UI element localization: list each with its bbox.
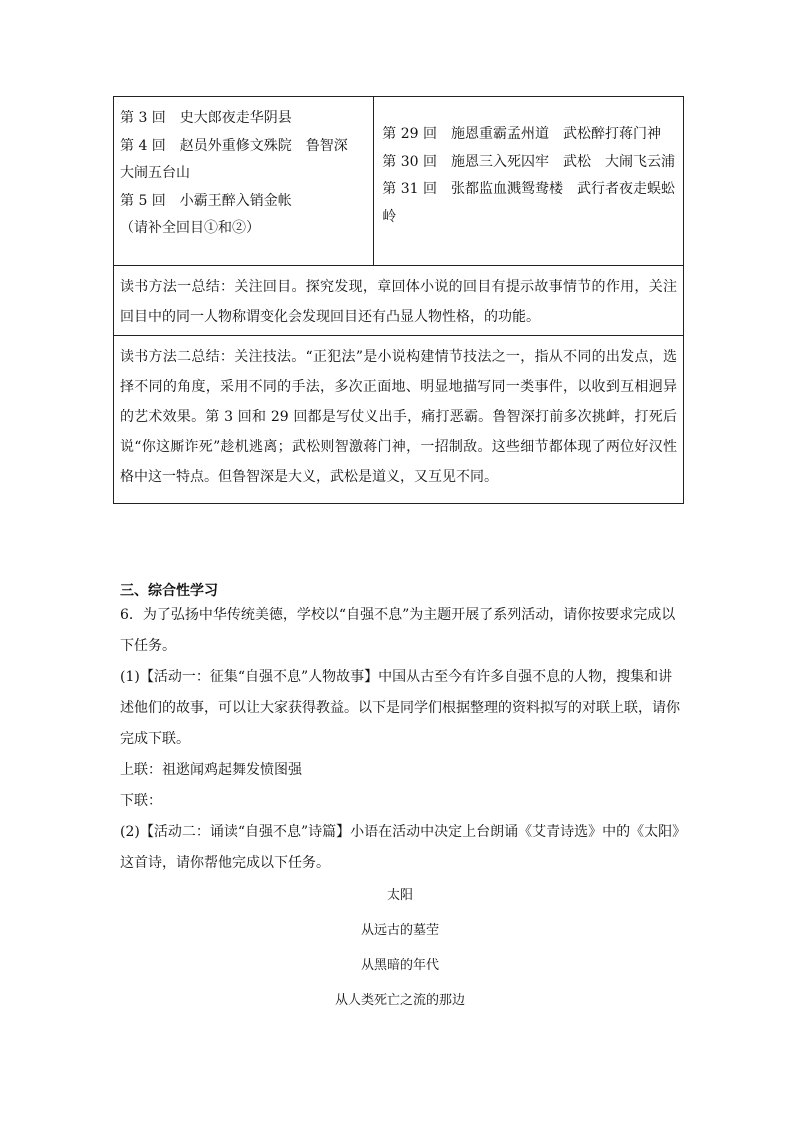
chapter-line: 第 5 回 小霸王醉入销金帐	[120, 192, 292, 209]
poem-line: 从人类死亡之流的那边	[334, 993, 465, 1008]
chapter-line: 第 4 回 赵员外重修文殊院 鲁智深 大闹五台山	[120, 137, 362, 181]
section-heading: 三、综合性学习	[120, 583, 218, 599]
lower-couplet: 下联：	[120, 793, 162, 809]
activity-1: (1)【活动一：征集“自强不息”人物故事】中国从古至今有许多自强不息的人物，搜集和讲述他们的故事，可以让大家获得教益。以下是同学们根据整理的资料拟写的对联上联，请你完成下联。	[120, 669, 680, 747]
poem-line: 从远古的墓茔	[360, 923, 439, 938]
chapter-line: 第 29 回 施恩重霸孟州道 武松醉打蒋门神	[382, 126, 661, 142]
method2-text: 读书方法二总结：关注技法。“正犯法”是小说构建情节技法之一，指从不同的出发点，选择不同的角度，采用不同的手法，多次正面地、明显地描写同一类事件，以收到互相迥异的艺术效果。第 3 回和 29 回都是写仗义出手，痛打恶霸。鲁智深打前多次挑衅，打死后说“你这厮诈死”趁机逃离；武松则智激蒋门神，一招制敌。这些细节都体现了两位好汉性格中这一特点。但鲁智深是大义，武松是道义，又互见不同。	[120, 349, 677, 485]
chapters-right-cell	[374, 97, 683, 265]
chapter-line: 第 31 回 张都监血溅鸳鸯楼 武行者夜走蜈蚣岭	[382, 181, 675, 225]
poem	[250, 878, 550, 1018]
section-integrated-learning	[120, 580, 680, 879]
chapters-left-cell	[114, 97, 374, 265]
chapter-line: 第 3 回 史大郎夜走华阴县	[120, 110, 292, 126]
table-row-method2	[114, 336, 683, 503]
upper-couplet: 上联：祖逖闻鸡起舞发愤图强	[120, 762, 302, 778]
chapter-line: 第 30 回 施恩三入死囚牢 武松 大闹飞云浦	[382, 153, 675, 170]
table-row-method1	[114, 266, 683, 336]
table-row-chapters	[114, 97, 683, 266]
question-6: 6．为了弘扬中华传统美德，学校以“自强不息”为主题开展了系列活动，请你按要求完成以下任务。	[120, 607, 676, 654]
poem-line: 从黑暗的年代	[360, 958, 439, 973]
poem-title: 太阳	[386, 888, 413, 903]
method1-text: 读书方法一总结：关注回目。探究发现，章回体小说的回目有提示故事情节的作用，关注回目中的同一人物称谓变化会发现回目还有凸显人物性格，的功能。	[120, 279, 677, 325]
activity-2: (2)【活动二：诵读“自强不息”诗篇】小语在活动中决定上台朗诵《艾青诗选》中的《太阳》这首诗，请你帮他完成以下任务。	[120, 824, 680, 871]
reading-table	[113, 96, 684, 504]
chapter-note: （请补全回目①和②）	[120, 220, 260, 236]
